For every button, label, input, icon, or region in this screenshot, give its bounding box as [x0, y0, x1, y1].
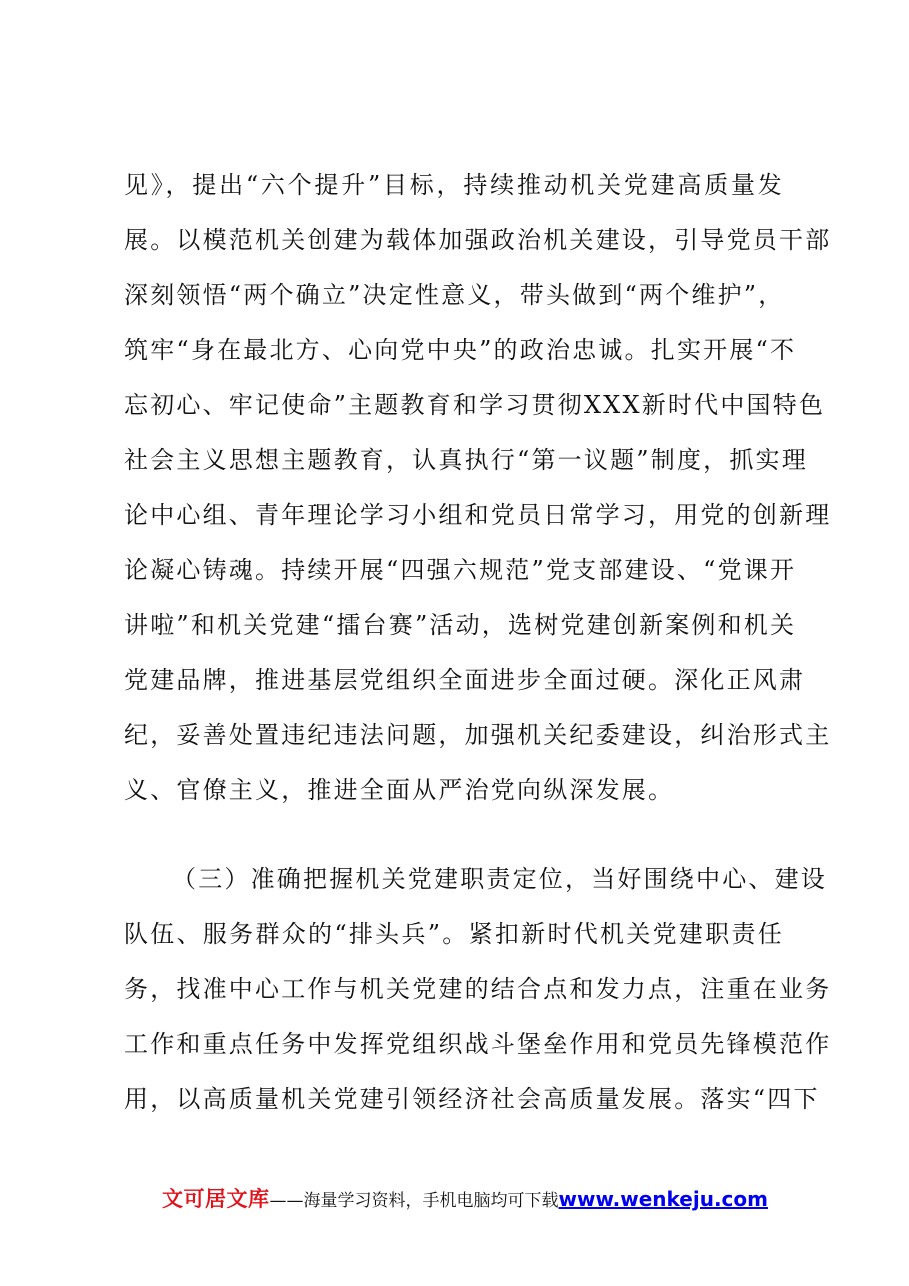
footer-tagline: ——海量学习资料，手机电脑均可下载	[269, 1191, 559, 1211]
text-line: 论凝心铸魂。持续开展“四强六规范”党支部建设、“党课开	[124, 556, 797, 584]
document-body	[124, 160, 832, 1129]
text-line: 纪，妥善处置违纪违法问题，加强机关纪委建设，纠治形式主	[124, 721, 832, 749]
text-line: 工作和重点任务中发挥党组织战斗堡垒作用和党员先锋模范作	[124, 1030, 832, 1058]
text-line: 用，以高质量机关党建引领经济社会高质量发展。落实“四下	[124, 1085, 820, 1113]
footer-website-link[interactable]: www.wenkeju.com	[558, 1187, 768, 1211]
paragraph-gap	[124, 820, 784, 854]
page-footer	[162, 1183, 768, 1213]
text-line: 论中心组、青年理论学习小组和党员日常学习，用党的创新理	[124, 501, 832, 529]
text-line: 筑牢“身在最北方、心向党中央”的政治忠诚。扎实开展“不	[124, 336, 797, 364]
text-line: 见》，提出“六个提升”目标，持续推动机关党建高质量发	[124, 171, 784, 199]
text-line: 忘初心、牢记使命”主题教育和学习贯彻XXX新时代中国特色	[124, 391, 826, 419]
text-line: 务，找准中心工作与机关党建的结合点和发力点，注重在业务	[124, 975, 832, 1003]
text-line: 深刻领悟“两个确立”决定性意义，带头做到“两个维护”，	[124, 281, 785, 309]
text-line: 社会主义思想主题教育，认真执行“第一议题”制度，抓实理	[124, 446, 808, 474]
text-line: 讲啦”和机关党建“擂台赛”活动，选树党建创新案例和机关	[124, 611, 797, 639]
paragraph-1	[124, 160, 832, 820]
text-line: 展。以模范机关创建为载体加强政治机关建设，引导党员干部	[124, 226, 832, 254]
text-line: 队伍、服务群众的“排头兵”。紧扣新时代机关党建职责任	[124, 920, 784, 948]
text-line: 党建品牌，推进基层党组织全面进步全面过硬。深化正风肃	[124, 666, 806, 694]
text-line: （三）准确把握机关党建职责定位，当好围绕中心、建设	[172, 865, 827, 893]
text-line: 义、官僚主义，推进全面从严治党向纵深发展。	[124, 776, 675, 804]
footer-brand: 文可居文库	[162, 1187, 270, 1211]
paragraph-2	[124, 854, 832, 1129]
